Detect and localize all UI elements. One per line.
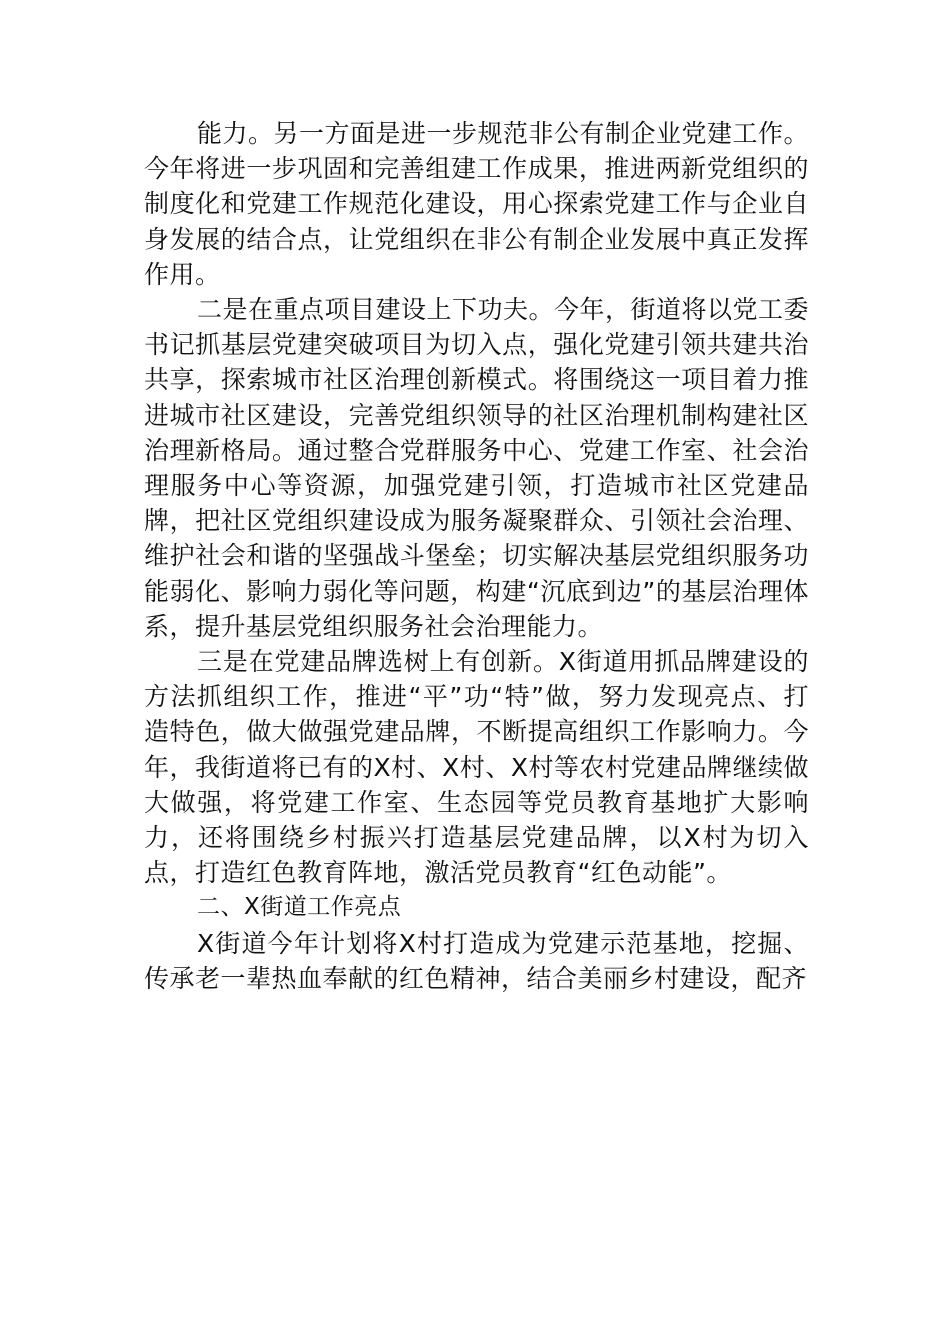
paragraph-demo-base: X街道今年计划将X村打造成为党建示范基地，挖掘、传承老一辈热血奉献的红色精神，结合美丽乡村建设，配齐 xyxy=(144,928,809,993)
section-heading-highlights: 二、X街道工作亮点 xyxy=(197,894,402,921)
paragraph-party-brand: 三是在党建品牌选树上有创新。X街道用抓品牌建设的方法抓组织工作，推进“平”功“特”做，努力发现亮点、打造特色，做大做强党建品牌，不断提高组织工作影响力。今年，我街道将已有的X村、X村、X村等农村党建品牌继续做大做强，将党建工作室、生态园等党员教育基地扩大影响力，还将围绕乡村振兴打造基层党建品牌，以X村为切入点，打造红色教育阵地，激活党员教育“红色动能”。 xyxy=(144,647,809,888)
document-body xyxy=(144,116,809,996)
paragraph-key-projects: 二是在重点项目建设上下功夫。今年，街道将以党工委书记抓基层党建突破项目为切入点，强化党建引领共建共治共享，探索城市社区治理创新模式。将围绕这一项目着力推进城市社区建设，完善党组织领导的社区治理机制构建社区治理新格局。通过整合党群服务中心、党建工作室、社会治理服务中心等资源，加强党建引领，打造城市社区党建品牌，把社区党组织建设成为服务凝聚群众、引领社会治理、维护社会和谐的坚强战斗堡垒；切实解决基层党组织服务功能弱化、影响力弱化等问题，构建“沉底到边”的基层治理体系，提升基层党组织服务社会治理能力。 xyxy=(144,295,810,641)
paragraph-capacity: 能力。另一方面是进一步规范非公有制企业党建工作。今年将进一步巩固和完善组建工作成果，推进两新党组织的制度化和党建工作规范化建设，用心探索党建工作与企业自身发展的结合点，让党组织在非公有制企业发展中真正发挥作用。 xyxy=(144,119,810,289)
